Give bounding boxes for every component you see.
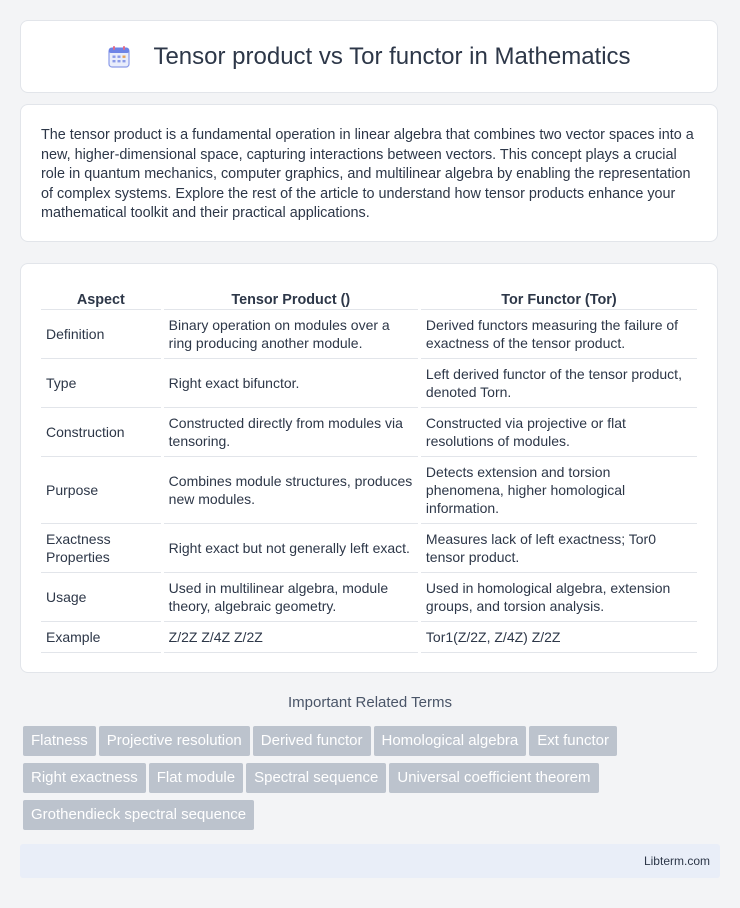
tor-functor-cell: Derived functors measuring the failure of exactness of the tensor product. bbox=[421, 310, 697, 359]
footer-brand[interactable]: Libterm.com bbox=[643, 854, 710, 868]
tensor-product-cell: Z/2Z Z/4Z Z/2Z bbox=[164, 622, 418, 653]
aspect-cell: Construction bbox=[41, 408, 161, 457]
related-term-tag[interactable]: Grothendieck spectral sequence bbox=[23, 800, 254, 830]
column-header-aspect: Aspect bbox=[41, 286, 161, 310]
intro-card bbox=[20, 104, 718, 242]
aspect-cell: Example bbox=[41, 622, 161, 653]
tor-functor-cell: Detects extension and torsion phenomena, higher homological information. bbox=[421, 457, 697, 524]
table-row bbox=[41, 457, 697, 524]
related-term-tag[interactable]: Spectral sequence bbox=[246, 763, 386, 793]
related-term-tag[interactable]: Universal coefficient theorem bbox=[389, 763, 598, 793]
related-term-tag[interactable]: Flat module bbox=[149, 763, 243, 793]
column-header-tor-functor: Tor Functor (Tor) bbox=[421, 286, 697, 310]
column-header-tensor-product: Tensor Product () bbox=[164, 286, 418, 310]
comparison-card bbox=[20, 263, 718, 673]
related-terms-title: Important Related Terms bbox=[288, 694, 452, 711]
comparison-table bbox=[38, 286, 700, 653]
table-row bbox=[41, 310, 697, 359]
tensor-product-cell: Constructed directly from modules via tensoring. bbox=[164, 408, 418, 457]
tor-functor-cell: Constructed via projective or flat resolutions of modules. bbox=[421, 408, 697, 457]
related-term-tag[interactable]: Homological algebra bbox=[374, 726, 527, 756]
tor-functor-cell: Measures lack of left exactness; Tor0 tensor product. bbox=[421, 524, 697, 573]
tensor-product-cell: Combines module structures, produces new modules. bbox=[164, 457, 418, 524]
header-card bbox=[20, 20, 718, 93]
footer bbox=[20, 844, 720, 878]
table-header-row bbox=[41, 286, 697, 310]
tor-functor-cell: Tor1(Z/2Z, Z/4Z) Z/2Z bbox=[421, 622, 697, 653]
related-term-tag[interactable]: Derived functor bbox=[253, 726, 371, 756]
aspect-cell: Definition bbox=[41, 310, 161, 359]
table-row bbox=[41, 359, 697, 408]
aspect-cell: Purpose bbox=[41, 457, 161, 524]
intro-paragraph: The tensor product is a fundamental operation in linear algebra that combines two vector spaces into a new, higher-dimensional space, capturing interactions between vectors. This concept plays a crucial role in quantum mechanics, computer graphics, and multilinear algebra by enabling the representation of complex systems. Explore the rest of the article to understand how tensor products enhance your mathematical toolkit and their practical applications. bbox=[41, 127, 694, 222]
related-term-tag[interactable]: Ext functor bbox=[529, 726, 617, 756]
aspect-cell: Usage bbox=[41, 573, 161, 622]
table-row bbox=[41, 408, 697, 457]
tensor-product-cell: Right exact bifunctor. bbox=[164, 359, 418, 408]
page-title: Tensor product vs Tor functor in Mathematics bbox=[153, 42, 631, 70]
table-row bbox=[41, 622, 697, 653]
tor-functor-cell: Used in homological algebra, extension groups, and torsion analysis. bbox=[421, 573, 697, 622]
tensor-product-cell: Binary operation on modules over a ring producing another module. bbox=[164, 310, 418, 359]
tensor-product-cell: Used in multilinear algebra, module theory, algebraic geometry. bbox=[164, 573, 418, 622]
related-term-tag[interactable]: Projective resolution bbox=[99, 726, 250, 756]
related-term-tag[interactable]: Flatness bbox=[23, 726, 96, 756]
related-terms-list bbox=[23, 726, 723, 837]
calendar-icon bbox=[107, 45, 131, 69]
aspect-cell: Type bbox=[41, 359, 161, 408]
related-term-tag[interactable]: Right exactness bbox=[23, 763, 146, 793]
aspect-cell: Exactness Properties bbox=[41, 524, 161, 573]
tensor-product-cell: Right exact but not generally left exact. bbox=[164, 524, 418, 573]
table-row bbox=[41, 573, 697, 622]
tor-functor-cell: Left derived functor of the tensor product, denoted Torn. bbox=[421, 359, 697, 408]
table-row bbox=[41, 524, 697, 573]
